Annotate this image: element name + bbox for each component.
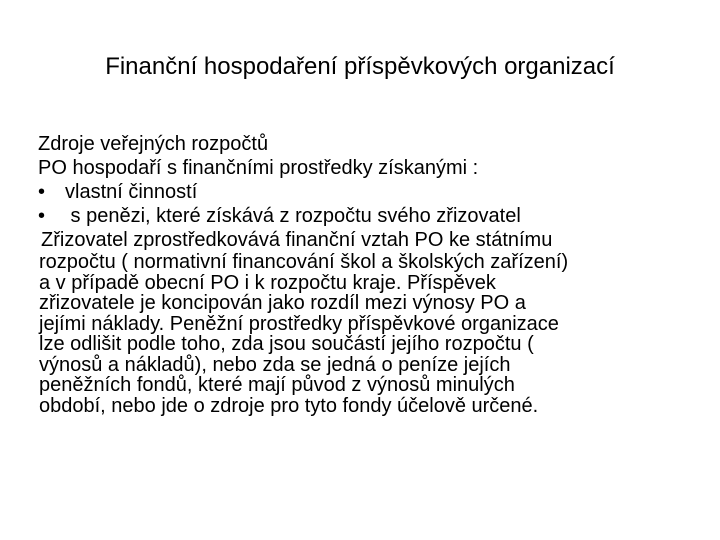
paragraph-line: období, nebo jde o zdroje pro tyto fondy účelově určené.: [39, 394, 539, 417]
body-heading-line: Zdroje veřejných rozpočtů: [38, 133, 269, 155]
bullet-icon: •: [38, 181, 46, 203]
bullet-icon: •: [38, 205, 46, 227]
paragraph-line: peněžních fondů, které mají původ z výnosů minulých: [39, 374, 515, 396]
bullet-text: s penězi, které získává z rozpočtu svého zřizovatel: [65, 205, 521, 227]
slide-body: [38, 132, 688, 416]
bullet-item-1: [38, 180, 688, 204]
body-paragraph: [39, 228, 688, 416]
paragraph-line: výnosů a nákladů), nebo zda se jedná o peníze jejích: [39, 353, 511, 376]
bullet-item-2: [38, 204, 688, 228]
body-intro-line: PO hospodaří s finančními prostředky získanými :: [38, 157, 479, 179]
paragraph-line: zřizovatele je koncipován jako rozdíl mezi výnosy PO a: [39, 292, 526, 314]
paragraph-line: lze odlišit podle toho, zda jsou součástí jejího rozpočtu (: [39, 333, 534, 355]
paragraph-line: Zřizovatel zprostředkovává finanční vztah PO ke státnímu: [41, 229, 553, 251]
bullet-text: vlastní činností: [65, 181, 198, 203]
slide-title: Finanční hospodaření příspěvkových organizací: [105, 53, 615, 80]
paragraph-line: a v případě obecní PO i k rozpočtu kraje. Příspěvek: [39, 271, 496, 294]
paragraph-line: jejími náklady. Peněžní prostředky příspěvkové organizace: [39, 312, 559, 335]
paragraph-line: rozpočtu ( normativní financování škol a školských zařízení): [39, 251, 569, 273]
